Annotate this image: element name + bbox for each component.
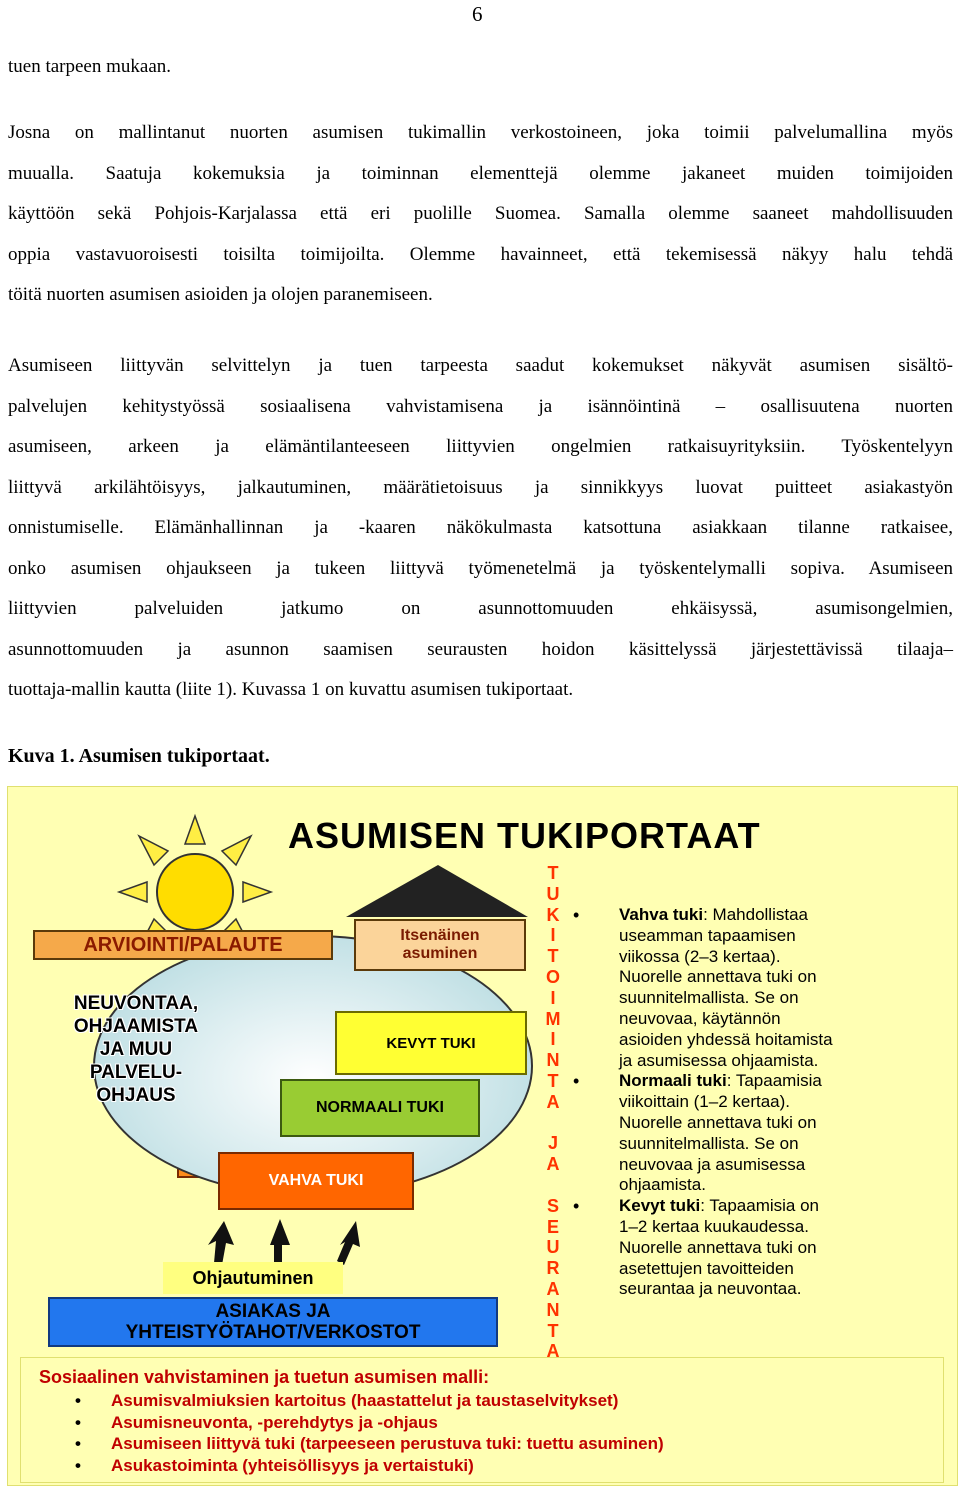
paragraph-line: liittyvä arkilähtöisyys, jalkautuminen, määrätietoisuus ja sinnikkyys luovat puitteet asiakastyön <box>8 476 953 498</box>
paragraph-experiences <box>8 346 953 711</box>
support-line: Nuorelle annettava tuki on <box>619 1112 817 1132</box>
vertical-letter: S <box>546 1195 559 1216</box>
up-arrow-icon <box>208 1219 360 1265</box>
model-summary-list <box>21 1390 664 1476</box>
arviointi-label: ARVIOINTI/PALAUTE <box>33 930 333 960</box>
bullet-icon: • <box>75 1412 81 1432</box>
support-line: : Mahdollistaa <box>703 905 808 924</box>
model-summary-box <box>20 1357 944 1483</box>
paragraph-line: Josna on mallintanut nuorten asumisen tukimallin verkostoineen, joka toimii palvelumallina myös <box>8 122 953 143</box>
vertical-letter: I <box>550 987 556 1008</box>
vertical-letter: T <box>547 946 559 967</box>
list-item-text: Asumisvalmiuksien kartoitus (haastattelut ja taustaselvitykset) <box>111 1391 619 1410</box>
vertical-letter: K <box>546 904 560 925</box>
support-line: : Tapaamisia on <box>700 1196 820 1216</box>
vertical-letter: R <box>546 1258 560 1279</box>
list-item-text: Asumiseen liittyvä tuki (tarpeeseen perustuva tuki: tuettu asuminen) <box>111 1434 664 1453</box>
vahva-tuki-step: VAHVA TUKI <box>218 1152 414 1210</box>
support-descriptions <box>565 905 925 1300</box>
asiakas-box <box>48 1297 498 1347</box>
neuvonta-line: JA MUU <box>99 1039 173 1060</box>
bullet-icon: • <box>75 1391 81 1410</box>
vertical-letter: A <box>546 1091 560 1112</box>
paragraph-intro <box>8 47 953 88</box>
support-line: suunnitelmallista. Se on <box>619 1133 799 1153</box>
support-item-normaali <box>565 1071 925 1196</box>
bullet-icon: • <box>75 1434 81 1453</box>
support-line: Nuorelle annettava tuki on <box>619 967 817 987</box>
support-line: ja asumisessa ohjaamista. <box>619 1050 819 1070</box>
support-item-kevyt <box>565 1196 925 1300</box>
support-line: suunnitelmallista. Se on <box>619 988 799 1008</box>
list-item <box>21 1455 664 1477</box>
paragraph-line: tuottaja-mallin kautta (liite 1). Kuvassa 1 on kuvattu asumisen tukiportaat. <box>8 679 574 700</box>
vertical-letter: E <box>546 1216 559 1237</box>
model-summary-heading: Sosiaalinen vahvistaminen ja tuetun asumisen malli: <box>39 1367 490 1387</box>
kevyt-tuki-step: KEVYT TUKI <box>335 1011 527 1075</box>
vertical-letter: A <box>546 1154 560 1175</box>
vertical-letter: N <box>546 1050 560 1071</box>
support-line: viikoittain (1–2 kertaa). <box>619 1092 791 1112</box>
paragraph-line: asumiseen, arkeen ja elämäntilanteeseen liittyvien ongelmien ratkaisuyrityksiin. Työskentelyyn <box>8 436 953 457</box>
itsenainen-line: asuminen <box>402 945 478 962</box>
paragraph-line: Asumiseen liittyvän selvittelyn ja tuen tarpeesta saadut kokemukset näkyvät asumisen sisältö- <box>8 355 953 376</box>
vertical-letter: I <box>550 1029 556 1050</box>
paragraph-line: liittyvien palveluiden jatkumo on asunnottomuuden ehkäisyssä, asumisongelmien, <box>8 598 953 619</box>
asiakas-line: YHTEISTYÖTAHOT/VERKOSTOT <box>125 1322 421 1343</box>
support-line: asioiden yhdessä hoitamista <box>619 1029 833 1049</box>
list-item <box>21 1390 664 1412</box>
support-line: 1–2 kertaa kuukaudessa. <box>619 1216 809 1236</box>
normaali-tuki-step: NORMAALI TUKI <box>280 1079 480 1137</box>
support-line: seurantaa ja neuvontaa. <box>619 1279 802 1299</box>
support-line: Nuorelle annettava tuki on <box>619 1237 817 1257</box>
bullet-icon: • <box>573 1071 580 1092</box>
list-item <box>21 1412 664 1434</box>
vertical-letter: N <box>546 1299 560 1320</box>
support-item-title: Vahva tuki <box>619 905 704 924</box>
support-line: ohjaamista. <box>619 1175 706 1195</box>
vertical-letter: T <box>547 1320 559 1341</box>
support-line: : Tapaamisia <box>726 1071 822 1091</box>
support-item-vahva <box>565 905 925 1071</box>
paragraph-line: onnistumiselle. Elämänhallinnan ja -kaaren näkökulmasta katsottuna asiakkaan tilanne ratkaisee, <box>8 517 953 538</box>
paragraph-line: tuen tarpeen mukaan. <box>8 56 172 77</box>
vertical-letter: A <box>546 1278 560 1299</box>
vertical-letter: T <box>547 863 559 883</box>
support-item-title: Kevyt tuki <box>619 1196 701 1216</box>
support-stairs-figure <box>7 786 958 1486</box>
bullet-icon: • <box>573 905 580 925</box>
itsenainen-asuminen-box <box>354 919 526 971</box>
support-line: neuvovaa, käytännön <box>619 1008 781 1028</box>
paragraph-line: käyttöön sekä Pohjois-Karjalassa että eri puolille Suomea. Samalla olemme saaneet mahdollisuuden <box>8 203 953 224</box>
figure-title: ASUMISEN TUKIPORTAAT <box>288 815 761 856</box>
page-number: 6 <box>472 2 483 26</box>
vertical-letter: M <box>545 1008 561 1029</box>
paragraph-line: asunnottomuuden ja asunnon saamisen seurausten hoidon käsittelyssä järjestettävissä tilaaja– <box>8 638 953 660</box>
paragraph-line: oppia vastavuoroisesti toisilta toimijoilta. Olemme havainneet, että tekemisessä näkyy halu tehdä <box>8 243 953 265</box>
support-line: neuvovaa ja asumisessa <box>619 1154 806 1174</box>
paragraph-line: palvelujen kehitystyössä sosiaalisena vahvistamisena ja isännöintinä – osallisuutena nuorten <box>8 395 953 417</box>
list-item-text: Asukastoiminta (yhteisöllisyys ja vertaistuki) <box>111 1455 474 1475</box>
support-item-title: Normaali tuki <box>619 1071 727 1091</box>
vertical-letter: T <box>547 1070 559 1091</box>
neuvonta-line: OHJAUS <box>96 1085 176 1106</box>
support-line: asetettujen tavoitteiden <box>619 1258 794 1278</box>
vertical-letter: I <box>550 925 556 946</box>
figure-caption: Kuva 1. Asumisen tukiportaat. <box>8 745 270 767</box>
neuvonta-line: PALVELU- <box>89 1062 183 1083</box>
paragraph-line: töitä nuorten asumisen asioiden ja olojen paranemiseen. <box>8 284 433 305</box>
house-roof-icon <box>346 865 528 917</box>
tukitoiminta-seuranta-vertical <box>541 863 565 1362</box>
ohjautuminen-label: Ohjautuminen <box>163 1262 343 1294</box>
neuvonta-label <box>36 992 236 1107</box>
vertical-letter: A <box>546 1341 560 1362</box>
list-item-text: Asumisneuvonta, -perehdytys ja -ohjaus <box>111 1412 438 1432</box>
vertical-letter <box>541 1113 565 1134</box>
bullet-icon: • <box>75 1455 81 1475</box>
vertical-letter: O <box>545 966 560 987</box>
paragraph-line: onko asumisen ohjaukseen ja tukeen liittyvä työmenetelmä ja työskentelymalli sopiva. Asumiseen <box>8 557 953 579</box>
support-line: viikossa (2–3 kertaa). <box>619 946 781 966</box>
neuvonta-line: NEUVONTAA, <box>73 993 199 1014</box>
itsenainen-line: Itsenäinen <box>400 927 480 944</box>
vertical-letter: J <box>547 1133 558 1154</box>
paragraph-line: muualla. Saatuja kokemuksia ja toiminnan elementtejä olemme jakaneet muiden toimijoiden <box>8 162 953 184</box>
support-line: useamman tapaamisen <box>619 925 796 945</box>
vertical-letter: U <box>546 1237 560 1258</box>
asiakas-line: ASIAKAS JA <box>215 1301 331 1322</box>
bullet-icon: • <box>573 1196 580 1217</box>
vertical-letter: U <box>546 883 560 904</box>
neuvonta-line: OHJAAMISTA <box>73 1016 199 1037</box>
vertical-letter <box>541 1175 565 1196</box>
list-item <box>21 1433 664 1455</box>
paragraph-network <box>8 113 953 316</box>
